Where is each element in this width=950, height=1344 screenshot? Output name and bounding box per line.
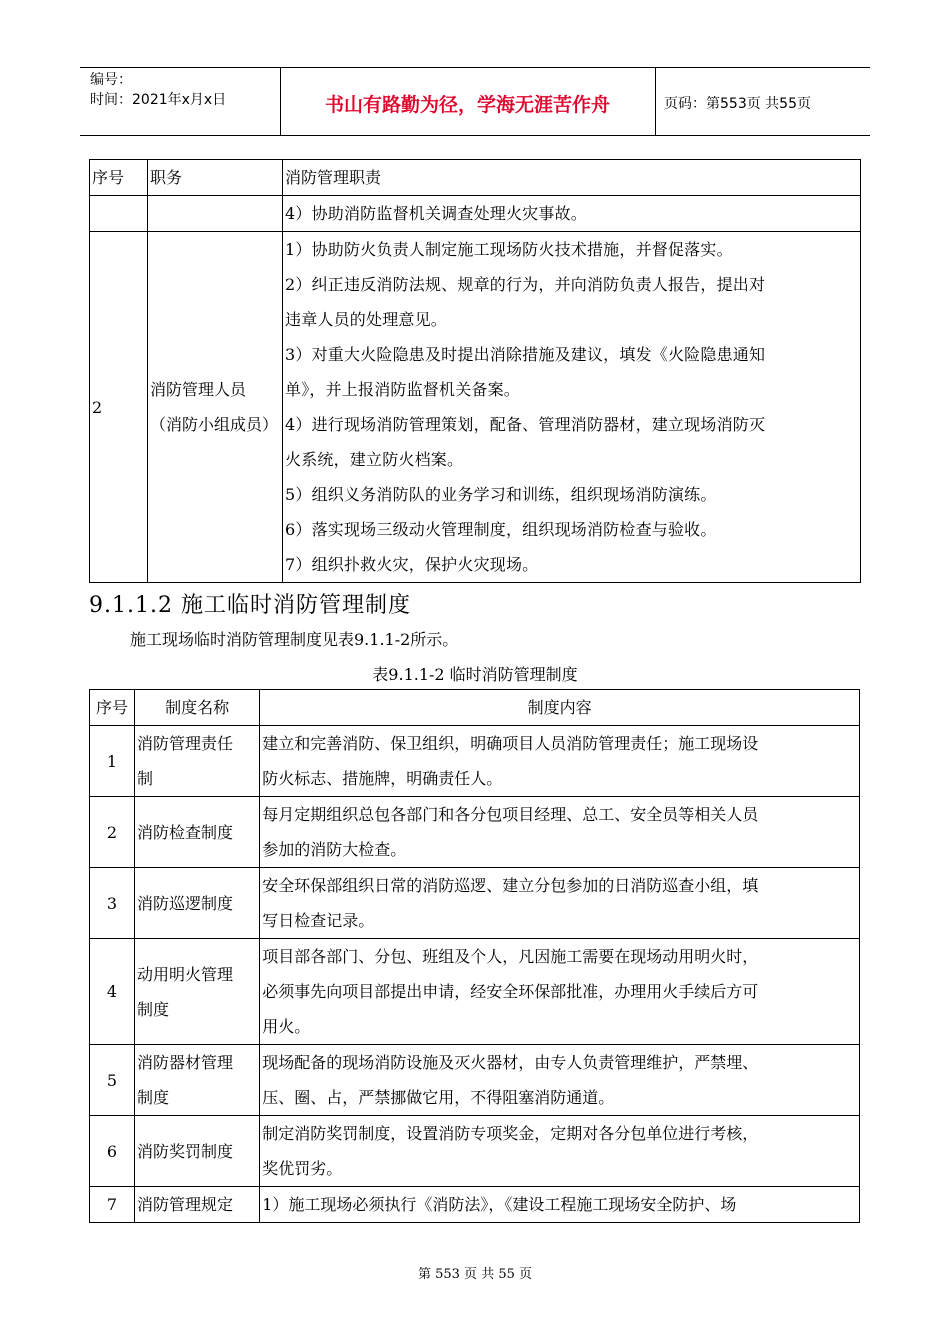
role-cell [148, 232, 283, 583]
content-line: 安全环保部组织日常的消防巡逻、建立分包参加的日消防巡查小组，填 [262, 876, 759, 895]
name-cell [135, 868, 260, 939]
duty-line: 单》，并上报消防监督机关备案。 [285, 380, 521, 399]
table-row [90, 726, 860, 797]
content-cell [260, 797, 860, 868]
name-line: 制度 [137, 999, 170, 1019]
header-seq: 序号 [90, 690, 135, 726]
header-divider [655, 67, 656, 135]
content-line: 防火标志、措施牌，明确责任人。 [262, 769, 503, 788]
duty-line: 违章人员的处理意见。 [285, 310, 448, 329]
regulations-table [89, 689, 860, 1223]
name-line: 消防巡逻制度 [137, 893, 234, 913]
table-row [90, 196, 861, 232]
table-header-row [90, 160, 861, 196]
content-line: 项目部各部门、分包、班组及个人，凡因施工需要在现场动用明火时， [262, 947, 759, 966]
header-meta [90, 70, 226, 110]
page-footer: 第 553 页 共 55 页 [417, 1267, 533, 1282]
name-line: 消防奖罚制度 [137, 1141, 234, 1161]
content-line: 写日检查记录。 [262, 911, 375, 930]
header-name: 制度名称 [135, 690, 260, 726]
section-title: 9.1.1.2 施工临时消防管理制度 [89, 593, 411, 618]
role-line: （消防小组成员） [150, 415, 279, 434]
role-cell [148, 196, 283, 232]
duty-line: 2）纠正违反消防法规、规章的行为，并向消防负责人报告，提出对 [285, 275, 766, 294]
time-label: 时间：2021年x月x日 [90, 92, 227, 108]
duty-line: 5）组织义务消防队的业务学习和训练，组织现场消防演练。 [285, 485, 717, 504]
header-top-rule [80, 67, 870, 68]
table-row [90, 868, 860, 939]
table-row [90, 232, 861, 583]
seq-cell: 1 [90, 726, 135, 797]
role-line: 消防管理人员 [150, 380, 247, 399]
table-caption: 表9.1.1-2 临时消防管理制度 [372, 665, 578, 684]
header-role: 职务 [148, 160, 283, 196]
duty-line: 4）进行现场消防管理策划，配备、管理消防器材，建立现场消防灭 [285, 415, 766, 434]
header-page-label: 页码：第553页 共55页 [664, 96, 811, 112]
seq-cell: 7 [90, 1187, 135, 1223]
content-cell [260, 1045, 860, 1116]
content-line: 建立和完善消防、保卫组织，明确项目人员消防管理责任；施工现场设 [262, 734, 759, 753]
duty-line: 3）对重大火险隐患及时提出消除措施及建议，填发《火险隐患通知 [285, 345, 766, 364]
content-line: 必须事先向项目部提出申请，经安全环保部批准，办理用火手续后方可 [262, 982, 759, 1001]
seq-cell: 6 [90, 1116, 135, 1187]
seq-cell: 2 [90, 232, 148, 583]
content-cell [260, 1116, 860, 1187]
content-line: 参加的消防大检查。 [262, 840, 407, 859]
table-row [90, 1187, 860, 1223]
header-seq: 序号 [90, 160, 148, 196]
duty-line: 火系统，建立防火档案。 [285, 450, 464, 469]
header-motto: 书山有路勤为径，学海无涯苦作舟 [324, 94, 610, 116]
table-row [90, 797, 860, 868]
section-intro: 施工现场临时消防管理制度见表9.1.1-2所示。 [130, 630, 459, 649]
duty-cell [283, 196, 861, 232]
name-line: 制 [137, 769, 154, 788]
duties-table [89, 159, 861, 583]
regulations-body [90, 726, 860, 1223]
seq-cell: 4 [90, 939, 135, 1045]
content-line: 1）施工现场必须执行《消防法》，《建设工程施工现场安全防护、场 [262, 1195, 737, 1214]
content-line: 制定消防奖罚制度，设置消防专项奖金，定期对各分包单位进行考核， [262, 1124, 759, 1143]
name-line: 动用明火管理 [137, 964, 234, 984]
table-header-row [90, 690, 860, 726]
content-line: 奖优罚劣。 [262, 1159, 343, 1178]
content-line: 压、圈、占，严禁挪做它用，不得阻塞消防通道。 [262, 1088, 615, 1107]
name-cell [135, 1116, 260, 1187]
table-row [90, 1116, 860, 1187]
seq-cell: 5 [90, 1045, 135, 1116]
name-cell [135, 797, 260, 868]
seq-cell: 2 [90, 797, 135, 868]
header-content: 制度内容 [260, 690, 860, 726]
name-line: 消防管理责任 [137, 734, 234, 753]
name-cell [135, 1187, 260, 1223]
content-cell [260, 939, 860, 1045]
table-row [90, 1045, 860, 1116]
seq-cell: 3 [90, 868, 135, 939]
name-line: 消防器材管理 [137, 1053, 234, 1072]
header-duties: 消防管理职责 [283, 160, 861, 196]
duty-cell [283, 232, 861, 583]
content-cell [260, 726, 860, 797]
content-line: 用火。 [262, 1017, 311, 1036]
name-line: 消防管理规定 [137, 1195, 234, 1214]
name-line: 制度 [137, 1088, 170, 1107]
content-cell [260, 1187, 860, 1223]
content-cell [260, 868, 860, 939]
name-cell [135, 939, 260, 1045]
seq-cell [90, 196, 148, 232]
table-row [90, 939, 860, 1045]
content-line: 每月定期组织总包各部门和各分包项目经理、总工、安全员等相关人员 [262, 805, 759, 824]
duty-line: 1）协助防火负责人制定施工现场防火技术措施，并督促落实。 [285, 240, 733, 259]
duty-line: 7）组织扑救火灾，保护火灾现场。 [285, 555, 539, 574]
content-line: 现场配备的现场消防设施及灭火器材，由专人负责管理维护，严禁埋、 [262, 1053, 759, 1072]
duty-line: 4）协助消防监督机关调查处理火灾事故。 [285, 204, 587, 223]
header-bottom-rule [80, 135, 870, 136]
name-line: 消防检查制度 [137, 822, 234, 842]
number-label: 编号： [90, 72, 132, 88]
duty-line: 6）落实现场三级动火管理制度，组织现场消防检查与验收。 [285, 520, 717, 539]
name-cell [135, 726, 260, 797]
name-cell [135, 1045, 260, 1116]
